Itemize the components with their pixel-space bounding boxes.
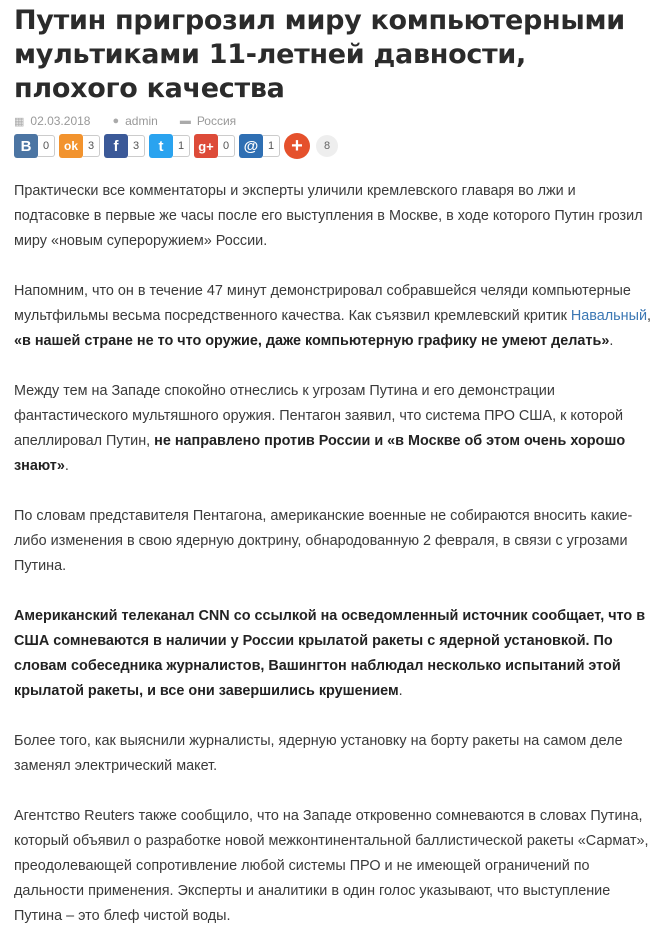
share-twitter-button[interactable] <box>149 134 190 158</box>
share-ok-button[interactable] <box>59 134 100 158</box>
facebook-icon: f <box>104 134 128 158</box>
navalny-link[interactable]: Навальный <box>570 308 647 324</box>
paragraph: Между тем на Западе спокойно отнеслись к угрозам Путина и его демонстрации фантастического мультяшного оружия. Пентагон заявил, что система ПРО США, к которой апеллировал Путин, не направлено против России и «в Москве об этом очень хорошо знают». <box>14 383 626 474</box>
plus-icon: + <box>291 134 303 157</box>
share-bar <box>14 131 653 161</box>
share-count: 3 <box>128 135 145 157</box>
post-author[interactable]: admin <box>125 114 158 128</box>
twitter-icon: t <box>149 134 173 158</box>
share-total-count: 8 <box>316 135 338 157</box>
share-count: 1 <box>263 135 280 157</box>
article-meta <box>14 113 653 129</box>
share-count: 1 <box>173 135 190 157</box>
folder-icon: ▬ <box>179 115 191 127</box>
mail-icon: @ <box>239 134 263 158</box>
paragraph: По словам представителя Пентагона, американские военные не собираются вносить какие-либо изменения в свою ядерную доктрину, обнародованную 2 февраля, в связи с угрозами Путина. <box>14 508 633 574</box>
post-category[interactable]: Россия <box>196 114 237 128</box>
paragraph: Американский телеканал CNN со ссылкой на осведомленный источник сообщает, что в США сомневаются в наличии у России крылатой ракеты с ядерной установкой. По словам собеседника журналистов, Вашингтон наблюдал несколько испытаний этой крылатой ракеты, и все они завершились крушением. <box>14 608 646 699</box>
share-vk-button[interactable] <box>14 134 55 158</box>
calendar-icon: ▦ <box>14 115 25 128</box>
article-title: Путин пригрозил миру компьютерными мультиками 11-летней давности, плохого качества <box>14 5 625 104</box>
share-count: 0 <box>38 135 55 157</box>
odnoklassniki-icon: ok <box>59 134 83 158</box>
article-body <box>14 179 653 929</box>
post-date: 02.03.2018 <box>30 114 91 128</box>
google-plus-icon: g+ <box>194 134 218 158</box>
paragraph: Более того, как выяснили журналисты, ядерную установку на борту ракеты на самом деле заменял электрический макет. <box>14 733 623 774</box>
share-count: 0 <box>218 135 235 157</box>
share-mail-button[interactable] <box>239 134 280 158</box>
share-more-button[interactable] <box>284 133 310 159</box>
paragraph: Практически все комментаторы и эксперты уличили кремлевского главаря во лжи и подтасовке в первые же часы после его выступления в Москве, в ходе которого Путин грозил миру «новым супероружием» России. <box>14 183 643 249</box>
paragraph: Напомним, что он в течение 47 минут демонстрировал собравшейся челяди компьютерные мультфильмы весьма посредственного качества. Как съязвил кремлевский критик Навальный, «в нашей стране не то что оружие, даже компьютерную графику не умеют делать». <box>14 283 651 349</box>
share-google-plus-button[interactable] <box>194 134 235 158</box>
share-count: 3 <box>83 135 100 157</box>
vk-icon: В <box>14 134 38 158</box>
paragraph: Агентство Reuters также сообщило, что на Западе откровенно сомневаются в словах Путина, который объявил о разработке новой межконтинентальной баллистической ракеты «Сармат», преодолевающей сопротивление любой системы ПРО и не имеющей ограничений по дальности применения. Эксперты и аналитики в один голос указывают, что выступление Путина – это блеф чистой воды. <box>14 808 649 924</box>
user-icon: ● <box>112 115 120 127</box>
share-facebook-button[interactable] <box>104 134 145 158</box>
